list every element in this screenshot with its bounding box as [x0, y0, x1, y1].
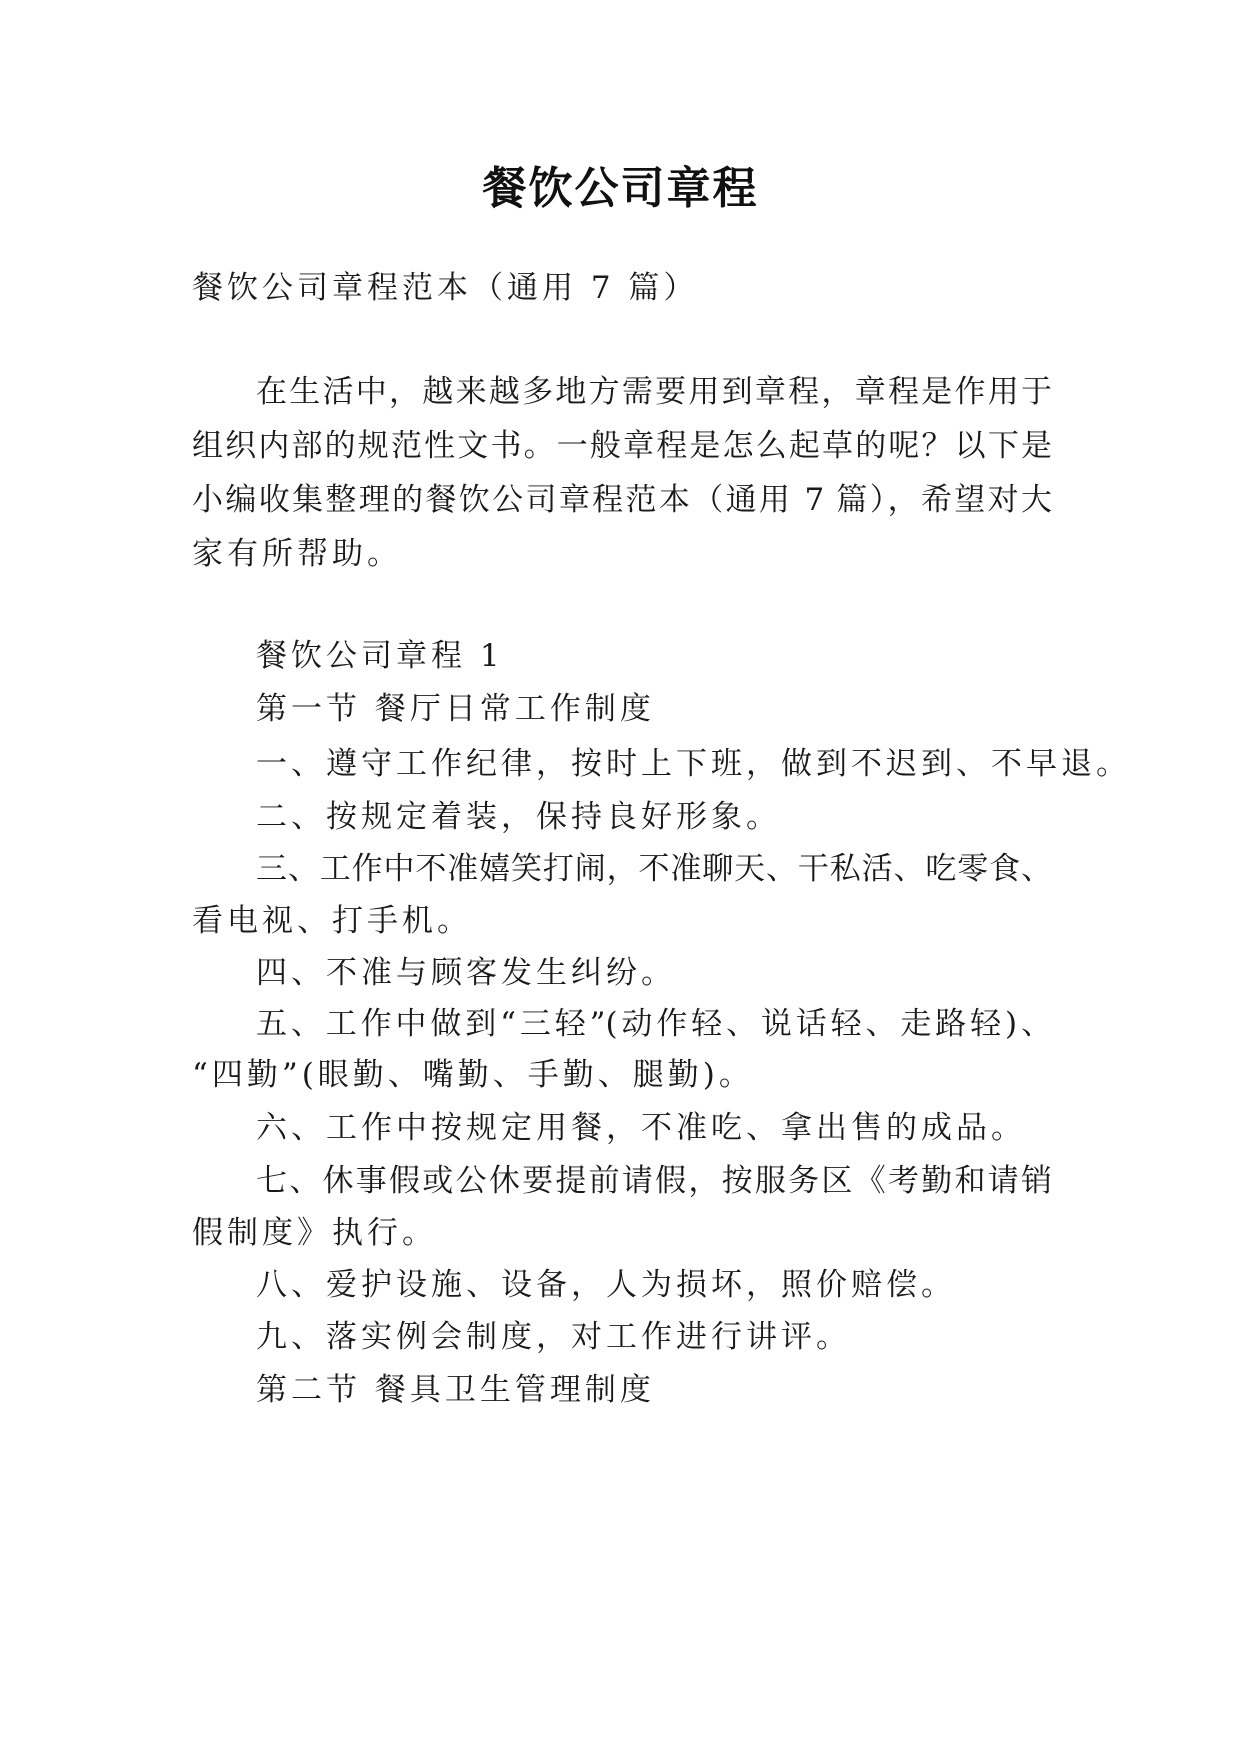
rule-line: 一、遵守工作纪律，按时上下班，做到不迟到、不早退。	[256, 746, 1131, 782]
rule-line: 六、工作中按规定用餐，不准吃、拿出售的成品。	[256, 1110, 1026, 1146]
document-title: 餐饮公司章程	[482, 163, 759, 214]
rule-line: 七、休事假或公休要提前请假，按服务区《考勤和请销	[256, 1163, 1052, 1199]
rule-line: 三、工作中不准嬉笑打闹，不准聊天、干私活、吃零食、	[256, 851, 1052, 887]
rule-line: 看电视、打手机。	[192, 903, 472, 939]
section-heading: 餐饮公司章程 1	[256, 638, 504, 674]
part-heading: 第一节 餐厅日常工作制度	[256, 691, 655, 727]
intro-line: 小编收集整理的餐饮公司章程范本（通用 7 篇），希望对大	[192, 482, 1052, 518]
intro-line: 组织内部的规范性文书。一般章程是怎么起草的呢？以下是	[192, 428, 1052, 464]
rule-line: 二、按规定着装，保持良好形象。	[256, 799, 781, 835]
rule-line: 九、落实例会制度，对工作进行讲评。	[256, 1319, 851, 1355]
rule-line: 八、爱护设施、设备，人为损坏，照价赔偿。	[256, 1267, 956, 1303]
rule-line: 四、不准与顾客发生纠纷。	[256, 955, 676, 991]
intro-line: 家有所帮助。	[192, 536, 402, 572]
intro-line: 在生活中，越来越多地方需要用到章程，章程是作用于	[256, 374, 1052, 410]
rule-line: “四勤”(眼勤、嘴勤、手勤、腿勤)。	[192, 1057, 754, 1093]
rule-line: 假制度》执行。	[192, 1215, 437, 1251]
part-heading: 第二节 餐具卫生管理制度	[256, 1372, 655, 1408]
document-subtitle: 餐饮公司章程范本（通用 7 篇）	[192, 270, 699, 306]
rule-line: 五、工作中做到“三轻”(动作轻、说话轻、走路轻)、	[256, 1006, 1052, 1042]
